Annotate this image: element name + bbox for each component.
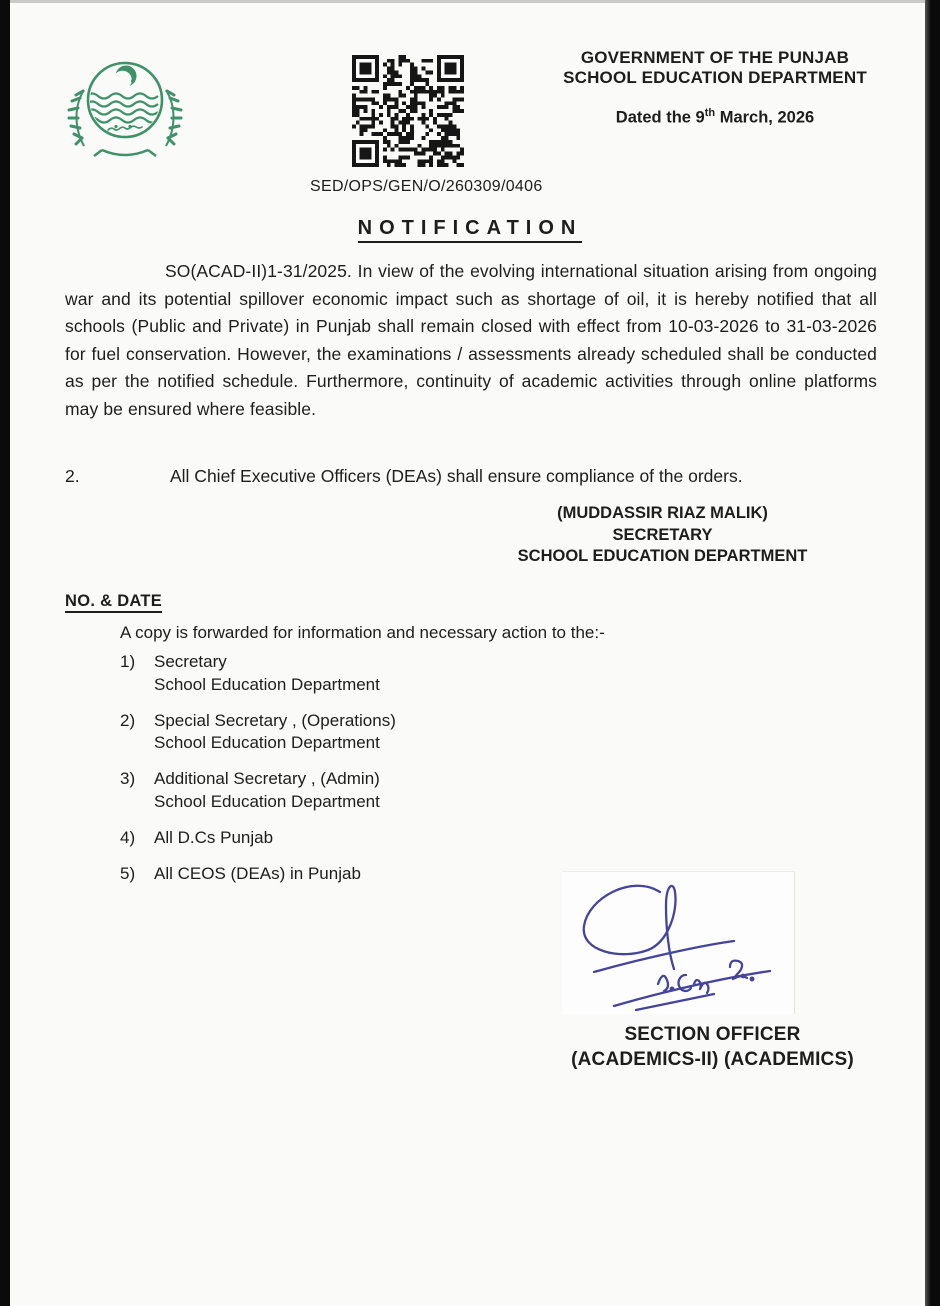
compliance-paragraph: [65, 466, 877, 487]
no-and-date-heading: NO. & DATE: [65, 592, 162, 611]
signatory-block: [495, 503, 830, 568]
footer-designation: SECTION OFFICER: [624, 1024, 801, 1045]
handwritten-signature: [562, 871, 795, 1014]
scan-edge-left: [0, 0, 10, 1306]
org-name-line1: GOVERNMENT OF THE PUNJAB: [580, 48, 850, 67]
reference-number: SED/OPS/GEN/O/260309/0406: [310, 178, 543, 195]
distribution-intro: A copy is forwarded for information and necessary action to the:-: [120, 623, 605, 642]
footer-signatory-block: [535, 1022, 890, 1072]
paragraph-number: 2.: [65, 466, 80, 486]
paragraph-text: All Chief Executive Officers (DEAs) shall ensure compliance of the orders.: [170, 466, 743, 486]
document-date: Dated the 9th March, 2026: [615, 107, 815, 127]
notification-title: NOTIFICATION: [0, 217, 940, 240]
list-item: 2) Special Secretary , (Operations) School Education Department: [120, 710, 396, 752]
footer-section: (ACADEMICS-II) (ACADEMICS): [571, 1049, 854, 1070]
signatory-designation: SECRETARY: [612, 525, 713, 544]
punjab-government-emblem-icon: [64, 50, 186, 162]
list-item: 5) All CEOS (DEAs) in Punjab: [120, 863, 361, 883]
signatory-department: SCHOOL EDUCATION DEPARTMENT: [517, 547, 808, 565]
signatory-name: (MUDDASSIR RIAZ MALIK): [557, 504, 768, 522]
letterhead: [548, 48, 882, 128]
org-name-line2: SCHOOL EDUCATION DEPARTMENT: [563, 67, 867, 87]
scan-edge-top: [0, 0, 940, 3]
list-item: 1) Secretary School Education Department: [120, 652, 380, 694]
list-item: 3) Additional Secretary , (Admin) School Education Department: [120, 769, 380, 811]
qr-code: [352, 55, 464, 167]
notification-body-paragraph: SO(ACAD-II)1-31/2025. In view of the evolving international situation arising from ongoing war and its potential spillover economic impact such as shortage of oil, it is hereby notified that all schools (Public and Private) in Punjab shall remain closed with effect from 10-03-2026 to 31-03-2026 for fuel conservation. However, the examinations / assessments already scheduled shall be conducted as per the notified schedule. Furthermore, continuity of academic activities through online platforms may be ensured where feasible.: [65, 261, 877, 419]
scan-edge-right: [925, 0, 940, 1306]
list-item: 4) All D.Cs Punjab: [120, 827, 274, 847]
distribution-list: [120, 651, 680, 899]
